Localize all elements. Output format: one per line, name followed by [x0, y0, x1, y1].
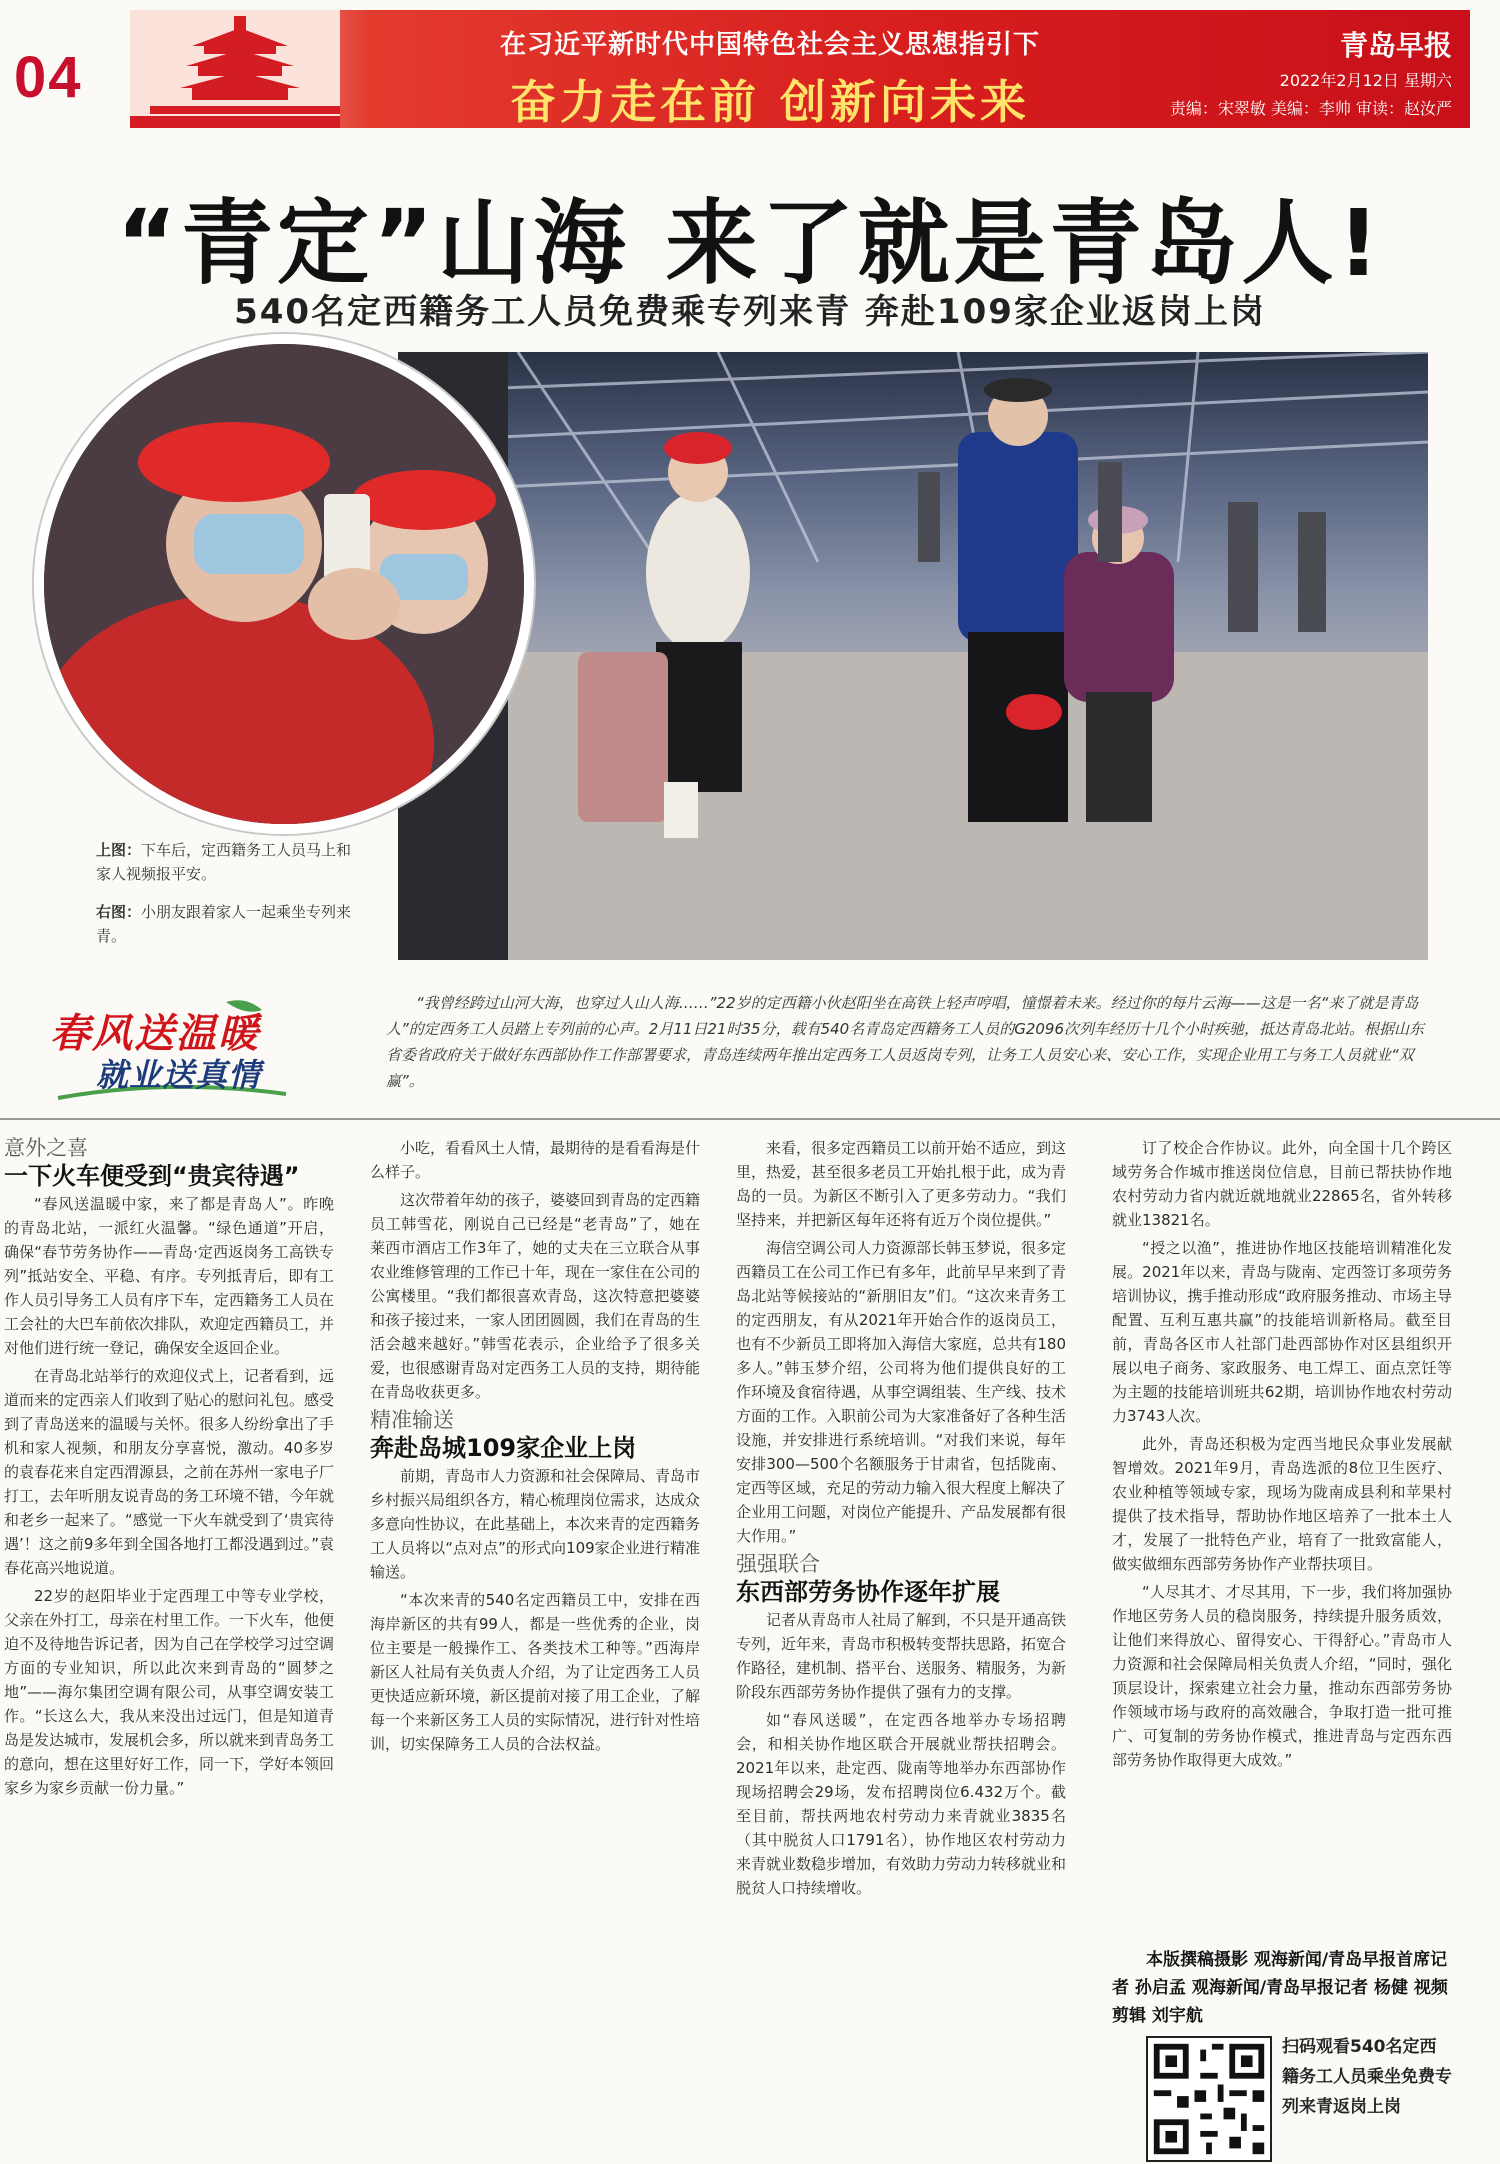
editor-credits: 责编：宋翠敏 美编：李帅 审读：赵汝严	[1169, 99, 1452, 118]
section-kicker: 意外之喜	[4, 1136, 88, 1160]
section-kicker: 精准输送	[370, 1408, 454, 1432]
article-paragraph: “授之以渔”，推进协作地区技能培训精准化发展。2021年以来，青岛与陇南、定西签订多项劳务培训协议，携手推动形成“政府服务推动、市场主导配置、互利互惠共赢”的技能培训新格局。截至目前，青岛各区市人社部门赴西部协作对区县组织开展以电子商务、家政服务、电工焊工、面点烹饪等为主题的技能培训班共62期，培训协作地农村劳动力3743人次。	[1112, 1239, 1452, 1425]
caption-right-label: 右图：	[96, 903, 142, 921]
qr-code-icon[interactable]	[1146, 2036, 1272, 2162]
masthead	[0, 0, 1500, 138]
issue-date: 2022年2月12日 星期六	[1279, 71, 1452, 90]
divider	[0, 1118, 1500, 1120]
section-title: 东西部劳务协作逐年扩展	[736, 1578, 1000, 1606]
article-paragraph: 小吃，看看风土人情，最期待的是看看海是什么样子。	[370, 1139, 701, 1181]
column-logo-bottom: 就业送真情	[96, 1056, 262, 1094]
caption-top-label: 上图：	[96, 841, 142, 859]
article-paragraph: “本次来青的540名定西籍员工中，安排在西海岸新区的共有99人，都是一些优秀的企业，岗位主要是一般操作工、各类技术工种等。”西海岸新区人社局有关负责人介绍，为了让定西务工人员更快适应新环境，新区提前对接了用工企业，了解每一个来新区务工人员的实际情况，进行针对性培训，切实保障务工人员的合法权益。	[370, 1591, 701, 1753]
article-paragraph: 此外，青岛还积极为定西当地民众事业发展献智增效。2021年9月，青岛选派的8位卫生医疗、农业种植等领域专家，现场为陇南成县利和苹果村提供了技术指导，帮助协作地区培养了一批本土人才，发展了一批特色产业，培育了一批致富能人，做实做细东西部劳务协作产业帮扶项目。	[1112, 1435, 1452, 1573]
article-column-2	[370, 1136, 700, 1760]
qr-code-image	[1148, 2038, 1270, 2160]
column-logo-top: 春风送温暖	[50, 1011, 260, 1057]
article-paragraph: 如“春风送暖”，在定西各地举办专场招聘会，和相关协作地区联合开展就业帮扶招聘会。2021年以来，赴定西、陇南等地举办东西部协作现场招聘会29场，发布招聘岗位6.432万个。截至目前，帮扶两地农村劳动力来青就业3835名（其中脱贫人口1791名），协作地区农村劳动力来青就业数稳步增加，有效助力劳动力转移就业和脱贫人口持续增收。	[736, 1711, 1067, 1897]
video-call-image	[44, 344, 524, 824]
article-column-1	[4, 1136, 334, 1804]
article-paragraph: “春风送温暖中家，来了都是青岛人”。昨晚的青岛北站，一派红火温馨。“绿色通道”开启，确保“春节劳务协作——青岛·定西返岗务工高铁专列”抵站安全、平稳、有序。专列抵青后，即有工作人员引导务工人员有序下车，定西籍务工人员在工会社的大巴车前依次排队，欢迎定西籍员工，并对他们进行统一登记，确保安全返回企业。	[4, 1195, 335, 1357]
article-column-3	[736, 1136, 1066, 1904]
article-paragraph: 22岁的赵阳毕业于定西理工中等专业学校，父亲在外打工，母亲在村里工作。一下火车，他便迫不及待地告诉记者，因为自己在学校学习过空调方面的专业知识，所以此次来到青岛的“圆梦之地”——海尔集团空调有限公司，从事空调安装工作。“长这么大，我从来没出过远门，但是知道青岛是发达城市，发展机会多，所以就来到青岛务工的意向，想在这里好好工作，同一下，学好本领回家乡为家乡贡献一份力量。”	[4, 1587, 335, 1797]
main-photo	[398, 352, 1428, 960]
article-paragraph: 来看，很多定西籍员工以前开始不适应，到这里，热爱，甚至很多老员工开始扎根于此，成为青岛的一员。为新区不断引入了更多劳动力。“我们坚持来，并把新区每年还将有近万个岗位提供。”	[736, 1139, 1067, 1229]
column-logo	[50, 994, 310, 1104]
caption-right	[96, 900, 366, 948]
article-paragraph: 前期，青岛市人力资源和社会保障局、青岛市乡村振兴局组织各方，精心梳理岗位需求，达成众多意向性协议，在此基础上，本次来青的定西籍务工人员将以“点对点”的形式向109家企业进行精准输送。	[370, 1467, 701, 1581]
station-scene-image	[398, 352, 1428, 960]
page-number: 04	[14, 45, 83, 110]
article-paragraph: 记者从青岛市人社局了解到，不只是开通高铁专列，近年来，青岛市积极转变帮扶思路，拓宽合作路径，建机制、搭平台、送服务、精服务，为新阶段东西部劳务协作提供了强有力的支撑。	[736, 1611, 1067, 1701]
caption-right-text: 小朋友跟着家人一起乘坐专列来青。	[96, 903, 352, 945]
subheadline: 540名定西籍务工人员免费乘专列来青 奔赴109家企业返岗上岗	[234, 292, 1266, 332]
paper-logo: 青岛早报	[1339, 29, 1452, 62]
section-title: 一下火车便受到“贵宾待遇”	[4, 1162, 300, 1190]
section-kicker: 强强联合	[736, 1552, 820, 1576]
article-paragraph: 在青岛北站举行的欢迎仪式上，记者看到，远道而来的定西亲人们收到了贴心的慰问礼包。感受到了青岛送来的温暖与关怀。很多人纷纷拿出了手机和家人视频，和朋友分享喜悦，激动。40多岁的袁春花来自定西渭源县，之前在苏州一家电子厂打工，去年听朋友说青岛的务工环境不错，今年就和老乡一起来了。“感觉一下火车就受到了‘贵宾待遇’！这之前9多年到全国各地打工都没遇到过。”袁春花高兴地说道。	[4, 1367, 335, 1577]
photo-credits: 本版撰稿摄影 观海新闻/青岛早报首席记者 孙启孟 观海新闻/青岛早报记者 杨健 视频剪辑 刘宇航	[1112, 1950, 1448, 2026]
inset-photo	[34, 334, 534, 834]
article-paragraph: 这次带着年幼的孩子，婆婆回到青岛的定西籍员工韩雪花，刚说自己已经是“老青岛”了，她在莱西市酒店工作3年了，她的丈夫在三立联合从事农业维修管理的工作已十年，现在一家住在公司的公寓楼里。“我们都很喜欢青岛，这次特意把婆婆和孩子接过来，一家人团团圆圆，我们在青岛的生活会越来越好。”韩雪花表示，企业给予了很多关爱，也很感谢青岛对定西务工人员的支持，期待能在青岛收获更多。	[370, 1191, 701, 1401]
caption-top	[96, 838, 366, 886]
banner-title: 奋力走在前 创新向未来	[509, 75, 1030, 129]
masthead-banner	[130, 10, 1470, 128]
caption-top-text: 下车后，定西籍务工人员马上和家人视频报平安。	[96, 841, 352, 883]
lead-paragraph: “我曾经跨过山河大海，也穿过人山人海……”22岁的定西籍小伙赵阳坐在高铁上轻声哼唱，憧憬着未来。经过你的每片云海——这是一名“来了就是青岛人”的定西务工人员踏上专列前的心声。2月11日21时35分，载有540名青岛定西籍务工人员的G2096次列车经历十几个小时疾驰，抵达青岛北站。根据山东省委省政府关于做好东西部协作工作部署要求，青岛连续两年推出定西务工人员返岗专列，让务工人员安心来、安心工作，实现企业用工与务工人员就业“双赢”。	[386, 994, 1425, 1090]
section-title: 奔赴岛城109家企业上岗	[370, 1434, 637, 1462]
main-headline: “青定”山海 来了就是青岛人!	[116, 190, 1384, 297]
article-column-4	[1112, 1136, 1452, 1776]
article-paragraph: 海信空调公司人力资源部长韩玉梦说，很多定西籍员工在公司工作已有多年，此前早早来到了青岛北站等候接站的“新朋旧友”们。“这次来青务工的定西朋友，有从2021年开始合作的返岗员工，也有不少新员工即将加入海信大家庭，总共有180多人。”韩玉梦介绍，公司将为他们提供良好的工作环境及食宿待遇，从事空调组装、生产线、技术方面的工作。入职前公司为大家准备好了各种生活设施，并安排进行系统培训。“对我们来说，每年安排300—500个名额服务于甘肃省，包括陇南、定西等区域，充足的劳动力输入很大程度上解决了企业用工问题，对岗位产能提升、产品发展都有很大作用。”	[736, 1239, 1067, 1545]
article-paragraph: 订了校企合作协议。此外，向全国十几个跨区域劳务合作城市推送岗位信息，目前已帮扶协作地农村劳动力省内就近就地就业22865名，省外转移就业13821名。	[1112, 1139, 1452, 1229]
zhanqiao-pavilion-icon	[130, 10, 340, 128]
qr-caption: 扫码观看540名定西籍务工人员乘坐免费专列来青返岗上岗	[1282, 2037, 1452, 2117]
article-paragraph: “人尽其才、才尽其用，下一步，我们将加强协作地区劳务人员的稳岗服务，持续提升服务质效，让他们来得放心、留得安心、干得舒心。”青岛市人力资源和社会保障局相关负责人介绍，“同时，强化顶层设计，探索建立社会力量，推动东西部劳务协作领域市场与政府的高效融合，争取打造一批可推广、可复制的劳务协作模式，推进青岛与定西东西部劳务协作取得更大成效。”	[1112, 1583, 1452, 1769]
banner-slogan: 在习近平新时代中国特色社会主义思想指引下	[499, 30, 1040, 60]
